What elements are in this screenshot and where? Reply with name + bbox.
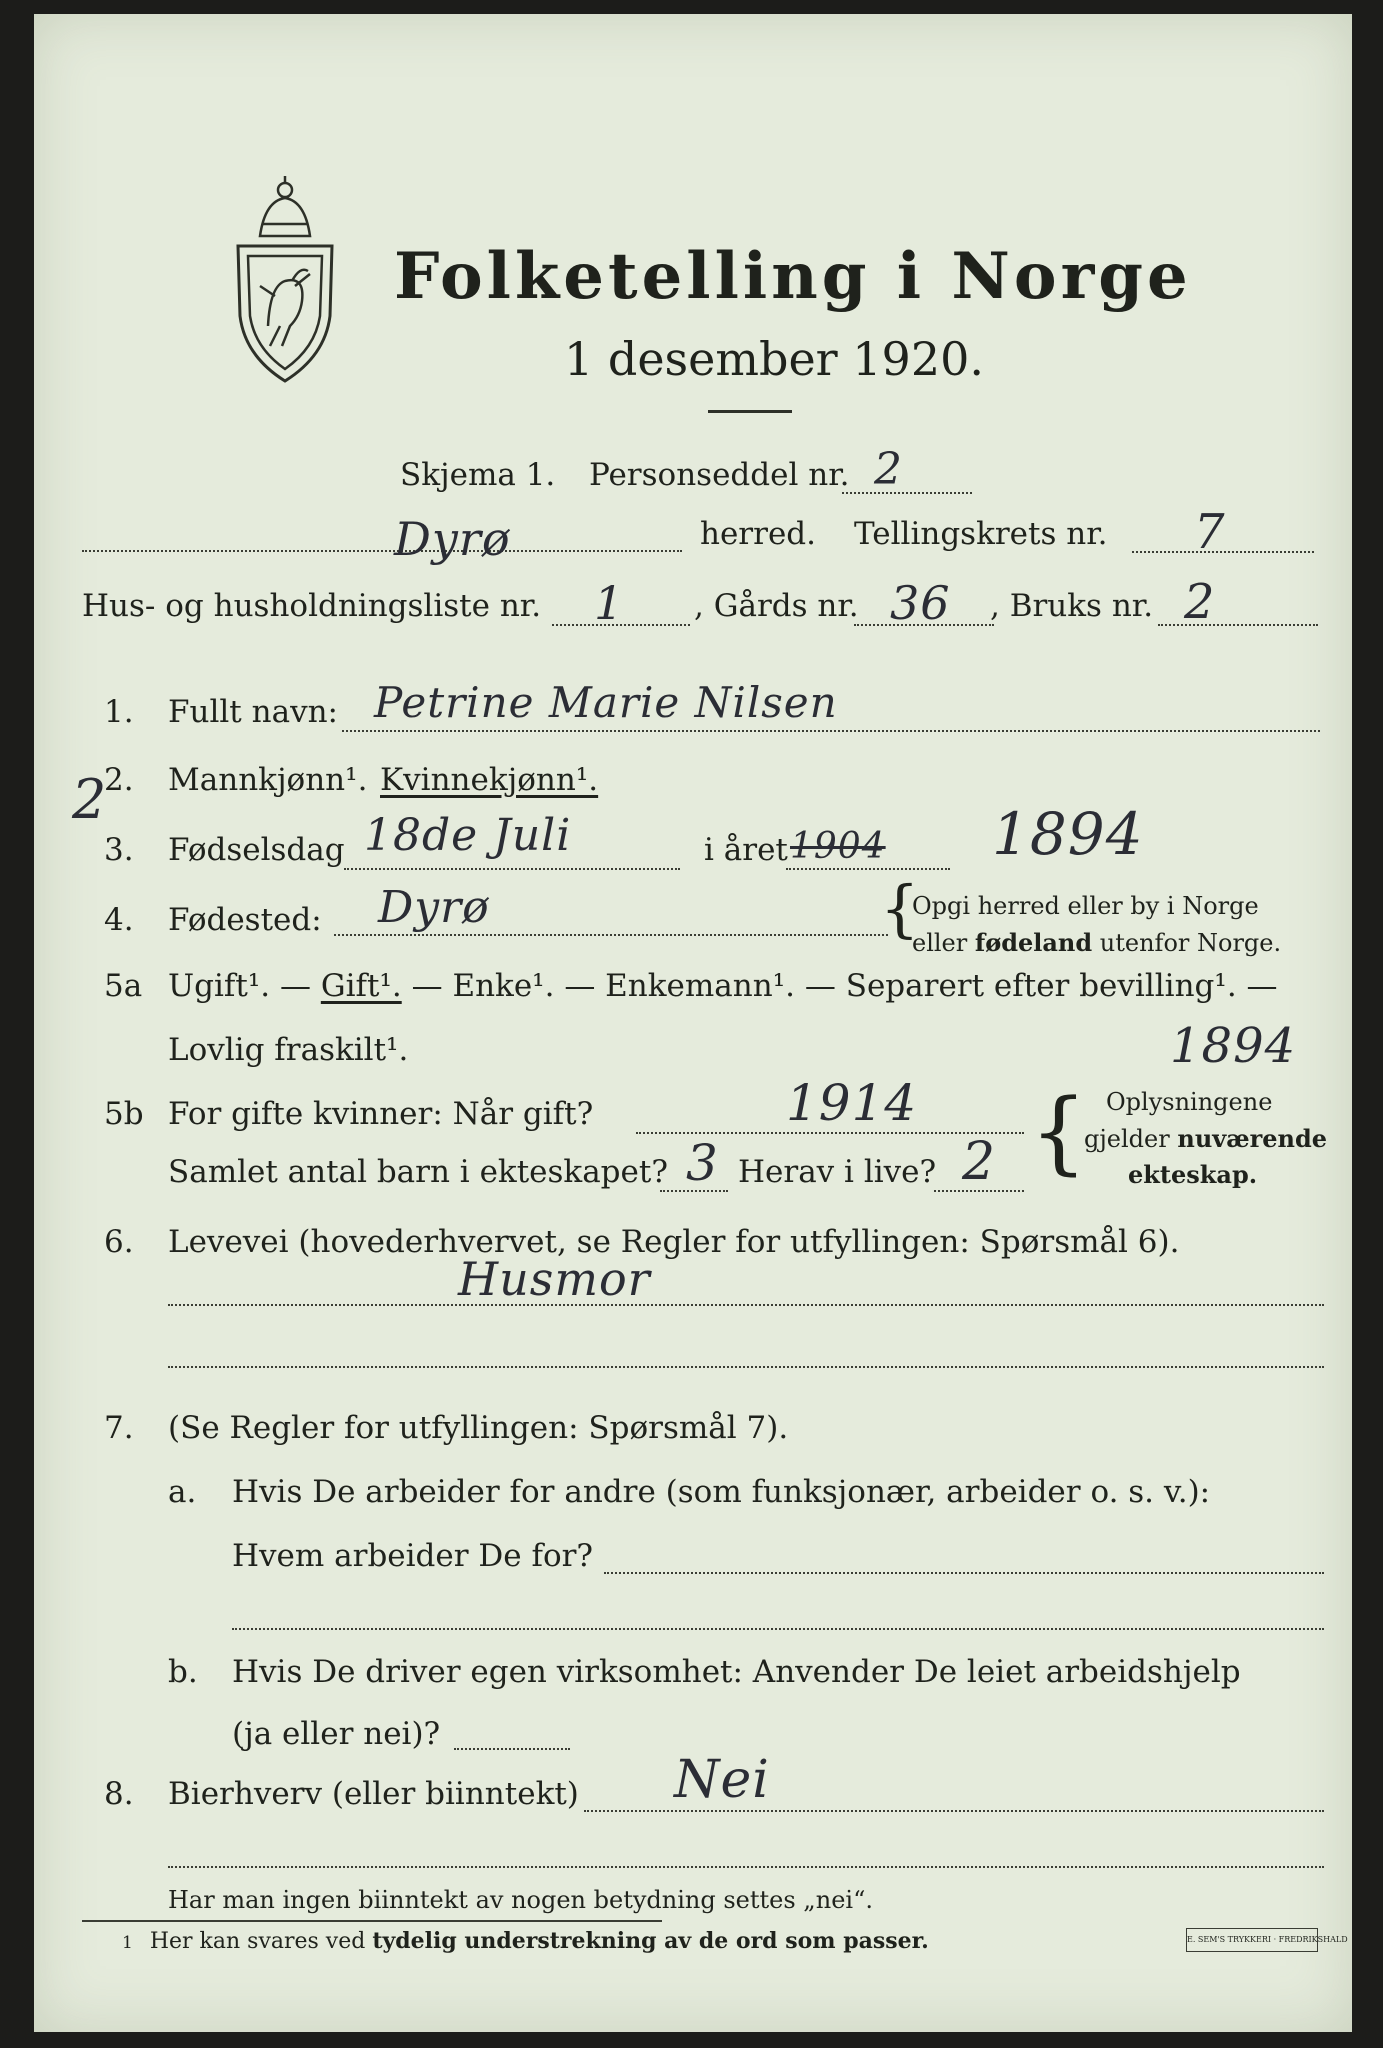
bruks-line[interactable] xyxy=(1158,624,1318,626)
q5b-note-gjelder: gjelder xyxy=(1084,1125,1170,1153)
q4-brace: { xyxy=(880,872,920,945)
footnote-number: 1 xyxy=(122,1933,133,1953)
margin-mark: 2 xyxy=(72,768,108,831)
arbeidsgiver-line-1[interactable] xyxy=(604,1572,1324,1574)
footnote-rule xyxy=(82,1920,662,1922)
footer-note: Har man ingen biinntekt av nogen betydning settes „nei“. xyxy=(168,1886,873,1914)
i-live-label: Herav i live? xyxy=(738,1154,937,1190)
q4-note-utenfor: utenfor Norge. xyxy=(1099,929,1282,957)
tellingskrets-label: Tellingskrets nr. xyxy=(854,516,1108,552)
footnote-text-a: Her kan svares ved xyxy=(149,1929,366,1954)
q3-number: 3. xyxy=(104,832,134,868)
q7b-label: Hvis De driver egen virksomhet: Anvender De leiet arbeidshjelp xyxy=(232,1654,1241,1690)
herred-value[interactable]: Dyrø xyxy=(394,512,511,566)
q7a-question: Hvem arbeider De for? xyxy=(232,1538,594,1574)
husholdningsliste-label: Hus- og husholdningsliste nr. xyxy=(82,588,542,624)
barn-label: Samlet antal barn i ekteskapet? xyxy=(168,1154,668,1190)
fodested-value[interactable]: Dyrø xyxy=(378,882,490,933)
bierhverv-line-2[interactable] xyxy=(168,1866,1324,1868)
q3-year-label: i året xyxy=(704,832,788,868)
q7a-number: a. xyxy=(168,1474,197,1510)
personseddel-line[interactable] xyxy=(842,492,972,494)
q4-note-fodeland: fødeland xyxy=(974,928,1093,957)
q7b-question: (ja eller nei)? xyxy=(232,1716,441,1752)
nar-gift-value[interactable]: 1914 xyxy=(786,1074,918,1132)
q4-number: 4. xyxy=(104,902,134,938)
census-form-page: Folketelling i Norge 1 desember 1920. Skjema 1. Personseddel nr. 2 Dyrø herred. Tellingskrets nr. 7 Hus- og husholdningsliste nr. 1 , Gårds nr. 36 , Bruks nr. 2 1. Fullt navn: Petrine Marie Nilsen 2 2. Mannkjønn¹. Kvinnekjønn¹. 3. Fødselsdag 18de Juli i året 1904 1894 4. Fødested: Dyrø { Opgi herred eller by i Norge eller fødeland utenfor Norge. 5a Ugift¹. — Gift¹. — Enke¹. — Enkemann¹. — Separert efter bevilling¹. — Lovlig fraskilt¹. 1894 5b For gifte kvinner: Når gift? 1914 Samlet antal barn i ekteskapet? 3 Herav i live? 2 { Oplysningene gjelder nuværende ekteskap. 6. Levevei (hovederhvervet, se Regler for utfyllingen: Spørsmål 6). Husmor 7. (Se Regler for utfyllingen: Spørsmål 7). a. Hvis De arbeider for andre (som funksjonær, arbeider o. s. v.): Hvem arbeider De for? b. Hvis De driver egen virksomhet: Anvender De leiet arbeidshjelp (ja eller nei)? 8. Bierhverv (eller biinntekt) Nei Har man ingen biinntekt av nogen betydning settes „nei“. 1 Her kan svares ved tydelig understrekning av de ord som passer. E. SEM'S TRYKKERI · FREDRIKSHALD xyxy=(34,14,1352,2032)
personseddel-value[interactable]: 2 xyxy=(874,444,903,495)
bierhverv-value[interactable]: Nei xyxy=(674,1750,770,1810)
q7b-number: b. xyxy=(168,1654,198,1690)
q6-label: Levevei (hovederhvervet, se Regler for utfyllingen: Spørsmål 6). xyxy=(168,1224,1180,1260)
arbeidsgiver-line-2[interactable] xyxy=(232,1628,1324,1630)
footnote-text-b: tydelig understrekning av de ord som passer. xyxy=(372,1928,929,1954)
q5b-brace: { xyxy=(1030,1080,1088,1185)
q7-label: (Se Regler for utfyllingen: Spørsmål 7). xyxy=(168,1410,789,1446)
q5a-number: 5a xyxy=(104,968,143,1004)
fodested-line[interactable] xyxy=(334,934,888,936)
husholdningsliste-value[interactable]: 1 xyxy=(594,576,625,630)
bruks-label: , Bruks nr. xyxy=(990,588,1154,624)
fodselsar-value[interactable]: 1894 xyxy=(992,800,1144,868)
skjema-label: Skjema 1. xyxy=(400,457,556,493)
q4-label: Fødested: xyxy=(168,902,322,938)
q3-label: Fødselsdag xyxy=(168,832,345,868)
q7-number: 7. xyxy=(104,1410,134,1446)
levevei-value[interactable]: Husmor xyxy=(458,1252,651,1306)
q8-number: 8. xyxy=(104,1776,134,1812)
q4-note-eller: eller xyxy=(912,929,968,957)
fodselsar-line[interactable] xyxy=(786,868,950,870)
q5b-note-ekteskap: ekteskap. xyxy=(1128,1160,1258,1189)
mannkjonn-option[interactable]: Mannkjønn¹. xyxy=(168,762,368,798)
arbeidshjelp-line[interactable] xyxy=(454,1748,570,1750)
form-title: Folketelling i Norge xyxy=(394,239,1192,314)
q5b-number: 5b xyxy=(104,1096,144,1132)
herred-label: herred. xyxy=(700,516,816,552)
enkemann-option[interactable]: Enkemann¹. xyxy=(605,968,795,1004)
q5b-label: For gifte kvinner: Når gift? xyxy=(168,1096,594,1132)
levevei-line-2[interactable] xyxy=(168,1366,1324,1368)
margin-year: 1894 xyxy=(1170,1018,1297,1074)
enke-option[interactable]: Enke¹. xyxy=(452,968,555,1004)
q4-note-line1: Opgi herred eller by i Norge xyxy=(912,892,1259,920)
q6-number: 6. xyxy=(104,1224,134,1260)
gards-label: , Gårds nr. xyxy=(694,588,859,624)
title-divider xyxy=(708,410,792,413)
q1-number: 1. xyxy=(104,694,134,730)
personseddel-label: Personseddel nr. xyxy=(589,457,850,493)
fodselsdag-line[interactable] xyxy=(344,868,680,870)
q2-number: 2. xyxy=(104,762,134,798)
bierhverv-line-1[interactable] xyxy=(584,1810,1324,1812)
gift-option[interactable]: Gift¹. xyxy=(320,968,402,1004)
printer-stamp: E. SEM'S TRYKKERI · FREDRIKSHALD xyxy=(1186,1928,1318,1952)
fraskilt-option[interactable]: Lovlig fraskilt¹. xyxy=(168,1032,409,1068)
q8-label: Bierhverv (eller biinntekt) xyxy=(168,1776,579,1812)
fullt-navn-line[interactable] xyxy=(342,730,1320,732)
census-date: 1 desember 1920. xyxy=(564,332,984,386)
herred-line[interactable] xyxy=(82,550,682,552)
tellingskrets-value[interactable]: 7 xyxy=(1194,504,1226,560)
fodselsdag-value[interactable]: 18de Juli xyxy=(364,810,572,861)
q1-label: Fullt navn: xyxy=(168,694,338,730)
bruks-value[interactable]: 2 xyxy=(1184,574,1216,630)
coat-of-arms-icon xyxy=(230,176,340,386)
fullt-navn-value[interactable]: Petrine Marie Nilsen xyxy=(374,678,838,727)
separert-option[interactable]: Separert efter bevilling¹. xyxy=(845,968,1237,1004)
q7a-label: Hvis De arbeider for andre (som funksjonær, arbeider o. s. v.): xyxy=(232,1474,1211,1510)
fodselsar-struck-value: 1904 xyxy=(790,826,886,867)
q5b-note-line1: Oplysningene xyxy=(1106,1088,1273,1116)
q5b-note-nuvaerende: nuværende xyxy=(1177,1124,1328,1153)
levevei-line-1[interactable] xyxy=(168,1304,1324,1306)
i-live-value[interactable]: 2 xyxy=(962,1132,997,1192)
barn-value[interactable]: 3 xyxy=(686,1134,719,1192)
ugift-option[interactable]: Ugift¹. xyxy=(168,968,271,1004)
kvinnekjonn-option[interactable]: Kvinnekjønn¹. xyxy=(380,762,599,798)
gards-value[interactable]: 36 xyxy=(890,576,951,630)
